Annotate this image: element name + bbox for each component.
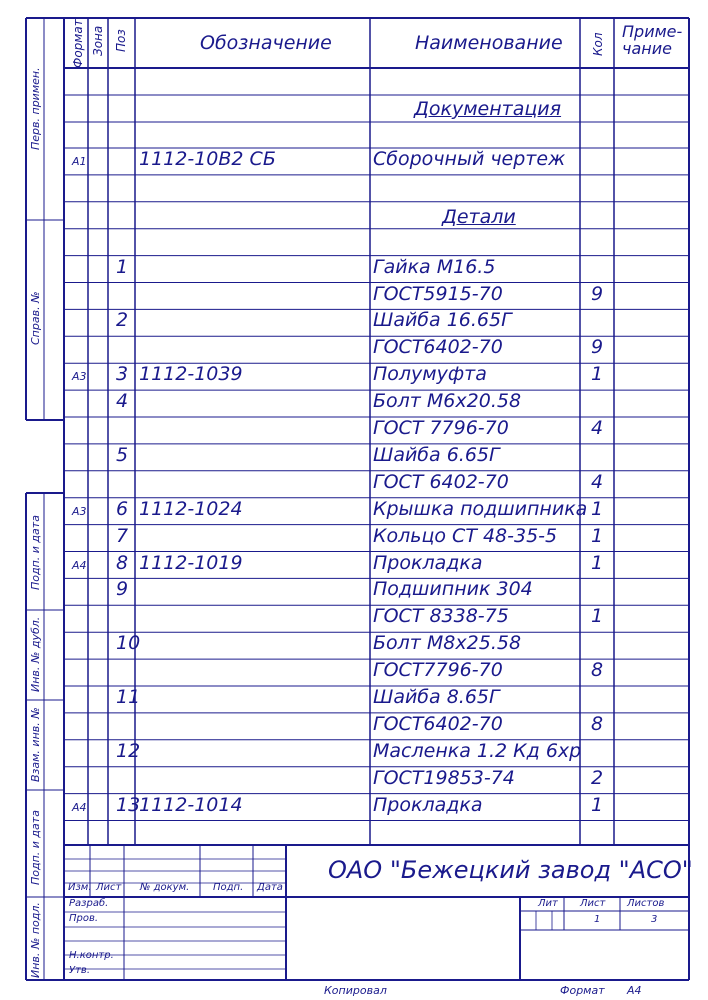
row-name: Шайба 6.65Г — [373, 443, 500, 466]
row-name: Прокладка — [373, 793, 483, 816]
header-designation: Обозначение — [200, 32, 332, 54]
side-label-inv-dubl: Инв. № дубл. — [29, 616, 42, 692]
row-name: Подшипник 304 — [373, 578, 533, 601]
row-name: ГОСТ 8338-75 — [373, 605, 509, 628]
header-pos: Поз — [114, 29, 128, 52]
header-qty: Кол — [591, 32, 605, 56]
footer-copied: Копировал — [324, 984, 387, 997]
row-name: Шайба 16.65Г — [373, 309, 512, 332]
row-name: ГОСТ6402-70 — [373, 336, 503, 359]
row-qty: 1 — [591, 497, 604, 520]
row-designation: 1112-1024 — [139, 497, 243, 520]
row-pos: 2 — [116, 309, 129, 332]
row-name: ГОСТ 7796-70 — [373, 417, 509, 439]
row-format: А3 — [72, 370, 87, 384]
footer-format-value: А4 — [627, 984, 642, 997]
row-pos: 10 — [116, 632, 141, 655]
header-note: Приме- чание — [622, 22, 683, 58]
row-qty: 8 — [591, 712, 604, 735]
row-format: А4 — [72, 558, 87, 572]
tb-listov-label: Листов — [627, 898, 665, 909]
section-documentation: Документация — [414, 98, 562, 120]
row-pos: 8 — [116, 551, 129, 574]
tb-list-label: Лист — [580, 898, 606, 909]
side-label-perv-primen: Перв. примен. — [29, 67, 42, 150]
row-name: ГОСТ7796-70 — [373, 659, 503, 682]
row-name: Сборочный чертеж — [373, 148, 566, 170]
row-name: Шайба 8.65Г — [373, 686, 500, 708]
row-qty: 1 — [591, 524, 604, 547]
tb-role-nkontr: Н.контр. — [69, 950, 114, 961]
row-name: Гайка М16.5 — [373, 255, 496, 278]
row-pos: 9 — [116, 578, 129, 601]
row-qty: 1 — [591, 551, 604, 574]
tb-role-utv: Утв. — [69, 965, 90, 976]
row-qty: 1 — [591, 363, 604, 386]
footer-format-label: Формат — [560, 984, 605, 997]
row-name: ГОСТ 6402-70 — [373, 470, 509, 493]
tb-role-prov: Пров. — [69, 913, 99, 924]
row-name: ГОСТ5915-70 — [373, 282, 503, 305]
tb-listov-value: 3 — [651, 914, 658, 925]
row-pos: 11 — [116, 686, 141, 708]
row-qty: 9 — [591, 336, 604, 359]
tb-lit-label: Лит — [538, 898, 558, 909]
tb-col-izm: Изм. — [68, 882, 92, 893]
tb-col-list: Лист — [96, 882, 122, 893]
row-designation: 1112-1019 — [139, 551, 243, 574]
row-designation: 1112-1039 — [139, 363, 243, 386]
side-label-podp-data-1: Подп. и дата — [29, 515, 42, 590]
row-format: А3 — [72, 504, 87, 518]
header-zone: Зона — [91, 25, 105, 56]
row-name: Крышка подшипника — [373, 497, 588, 520]
row-designation: 1112-10В2 СБ — [139, 148, 276, 170]
row-pos: 7 — [116, 524, 129, 547]
side-label-vzam-inv: Взам. инв. № — [29, 707, 42, 782]
row-qty: 4 — [591, 470, 604, 493]
row-pos: 13 — [116, 793, 141, 816]
side-label-inv-podl: Инв. № подл. — [29, 902, 42, 978]
row-name: Болт М6х20.58 — [373, 390, 522, 413]
header-name: Наименование — [415, 32, 563, 54]
row-pos: 12 — [116, 739, 141, 762]
row-pos: 6 — [116, 497, 129, 520]
row-name: Прокладка — [373, 551, 483, 574]
tb-list-value: 1 — [594, 914, 601, 925]
tb-col-data: Дата — [257, 882, 283, 893]
row-qty: 1 — [591, 605, 604, 628]
row-name: ГОСТ6402-70 — [373, 712, 503, 735]
row-name: ГОСТ19853-74 — [373, 766, 515, 789]
side-label-sprav: Справ. № — [29, 291, 42, 345]
row-name: Болт М8х25.58 — [373, 632, 522, 655]
row-qty: 4 — [591, 417, 604, 439]
tb-col-doc: № докум. — [140, 882, 190, 893]
row-qty: 2 — [591, 766, 604, 789]
row-name: Масленка 1.2 Кд 6хр — [373, 739, 582, 762]
row-qty: 1 — [591, 793, 604, 816]
tb-role-razrab: Разраб. — [69, 898, 109, 909]
header-format: Формат — [71, 19, 85, 68]
company-name: ОАО "Бежецкий завод "АСО" — [328, 856, 693, 884]
row-pos: 5 — [116, 443, 129, 466]
row-pos: 3 — [116, 363, 129, 386]
row-qty: 8 — [591, 659, 604, 682]
row-pos: 4 — [116, 390, 129, 413]
side-label-podp-data-2: Подп. и дата — [29, 810, 42, 885]
tb-col-podp: Подп. — [213, 882, 244, 893]
row-name: Полумуфта — [373, 363, 487, 386]
row-name: Кольцо СТ 48-35-5 — [373, 524, 558, 547]
row-designation: 1112-1014 — [139, 793, 243, 816]
row-pos: 1 — [116, 255, 129, 278]
row-format: А4 — [72, 800, 87, 814]
row-format: А1 — [72, 155, 87, 168]
row-qty: 9 — [591, 282, 604, 305]
section-details: Детали — [442, 206, 516, 228]
